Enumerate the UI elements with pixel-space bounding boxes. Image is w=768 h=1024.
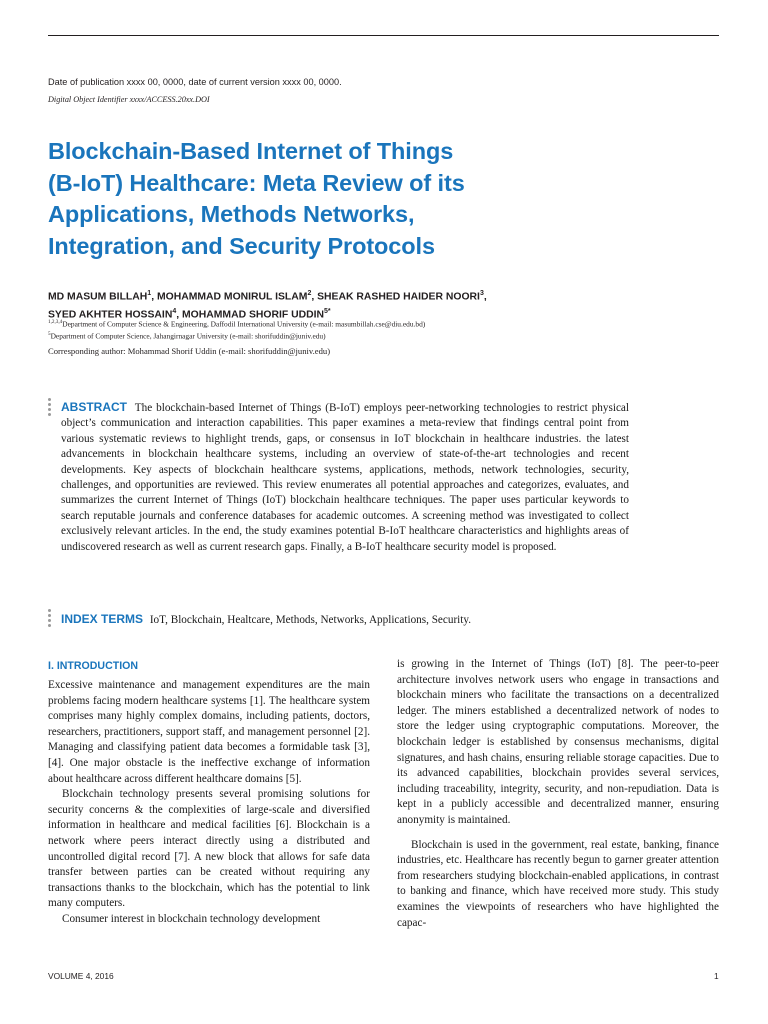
author-name: MOHAMMAD SHORIF UDDIN [182,309,325,321]
author-name: SYED AKHTER HOSSAIN [48,309,173,321]
publication-date-line: Date of publication xxxx 00, 0000, date of current version xxxx 00, 0000. [48,77,342,87]
author-name: MD MASUM BILLAH [48,291,148,303]
body-paragraph: Blockchain is used in the government, real estate, banking, finance industries, etc. Healthcare has recently begun to garner greater attention from researchers studying blockchain-enabled applications, in contrast to banking and finance, which have received more study. This study examines the viewpoints of researchers who have highlighted the capac- [397,838,719,929]
abstract-text: The blockchain-based Internet of Things (B-IoT) employs peer-networking technologies to restrict physical object’s communication and interaction capabilities. This paper examines a meta-review that findings central point from various systematic reviews to highlight trends, gaps, or consensus in IoT blockchain in healthcare industries. the latest advancements in blockchain healthcare systems, including an overview of state-of-the-art technologies and recent developments. Key aspects of blockchain healthcare systems, applications, methods, network technologies, security, challenges, and opportunities are reviewed. This review enumerates all potential approaches and categorizes, evaluates, and summarizes the current Internet of Things (IoT) blockchain healthcare techniques. The paper uses particular keywords to search reputable journals and conference databases for academic outcomes. A screening method was investigated to collect exclusively relevant articles. In the end, the study examines potential B-IoT healthcare characteristics and highlights areas of undiscovered research as well as current research gaps. Finally, a B-IoT healthcare security model is proposed. [61,402,629,553]
title-line: Applications, Methods Networks, [48,201,415,227]
title-line: Blockchain-Based Internet of Things [48,138,454,164]
title-line: (B-IoT) Healthcare: Meta Review of its [48,169,465,196]
author-sup: 2 [307,290,312,297]
author-list: MD MASUM BILLAH$^1$, MOHAMMAD MONIRUL ISLAM$^2$, SHEAK RASHED HAIDER NOORI$^3$, SYED AKHTER HOSSAIN$^4$, MOHAMMAD SHORIF $UDDIN^{5*}$ [48,290,487,321]
corresponding-author: Corresponding author: Mohammad Shorif Uddin (e-mail: shorifuddin@juniv.edu) [48,346,331,356]
author-sup: 3 [479,290,484,297]
body-paragraph: is growing in the Internet of Things (IoT) [8]. The peer-to-peer architecture involves network users who engage in transactions and blockchain miners who facilitate the transactions on a decentralized ledger. The miners established a decentralized network of nodes to store the ledger using cryptographic computations. Moreover, the blockchain ledger is established by consensus mechanisms, digital signatures, and hash chains, ensuring reliable storage capacities. Due to its advanced capabilities, blockchain provides several services, including traceability, integrity, security, and non-repudiation. Data is kept in a publicly accessible and decentralized manner, ensuring anonymity is maintained. [397,658,719,826]
abstract-marker-icon [48,398,52,418]
author-sup: 1 [147,290,152,297]
body-paragraph: Consumer interest in blockchain technology development [62,912,321,925]
affiliation-sup: 1,2,3,4 [48,319,63,325]
affiliation-text: Department of Computer Science, Jahangirnagar University (e-mail: shorifuddin@juniv.edu) [50,331,326,341]
top-rule [48,35,719,36]
affiliation-text: Department of Computer Science & Engineering, Daffodil International University (e-mail: masumbillah.cse@diu.edu.bd) [62,319,426,329]
affiliation [48,319,425,328]
doi-line: Digital Object Identifier xxxx/ACCESS.20xx.DOI [48,95,210,104]
index-terms-label: INDEX TERMS [61,612,144,626]
index-terms [61,612,661,628]
index-terms-marker-icon [48,609,52,629]
affiliation [48,331,326,340]
author-name: SHEAK RASHED HAIDER NOORI [317,291,480,303]
left-column [48,659,370,928]
index-terms-text: IoT, Blockchain, Healtcare, Methods, Networks, Applications, Security. [149,614,472,626]
abstract [61,400,629,555]
footer-page-number: 1 [714,971,719,981]
body-paragraph: Blockchain technology presents several promising solutions for security concerns & the complexities of large-scale and diversified information in healthcare and medical facilities [6]. Blockchain is a network where peers interact directly using a distributed and uncontrolled digital record [7]. A new block that allows for safe data transfer between parties can be created without requiring any transactions thanks to the blockchain, which has the potential to link many computers. [48,788,370,910]
author-sup: 4 [172,307,177,315]
abstract-label: ABSTRACT [61,400,127,414]
right-column [397,657,719,931]
footer-volume: VOLUME 4, 2016 [48,971,114,981]
author-sup: 5* [324,307,331,315]
author-name: MOHAMMAD MONIRUL ISLAM [156,291,308,303]
body-paragraph: Excessive maintenance and management expenditures are the main problems facing modern healthcare systems [1]. The healthcare system comprises many highly complex domains, including patients, doctors, researchers, practitioners, support staff, and management personnel [2]. Managing and classifying patient data becomes a formidable task [3], [4]. One major obstacle is the ineffective exchange of information about healthcare across different healthcare domains [5]. [48,679,370,785]
paper-title [48,136,688,262]
affiliation-sup: 5 [48,331,51,337]
title-line: Integration, and Security Protocols [48,232,435,259]
section-heading: I. INTRODUCTION [48,660,139,672]
